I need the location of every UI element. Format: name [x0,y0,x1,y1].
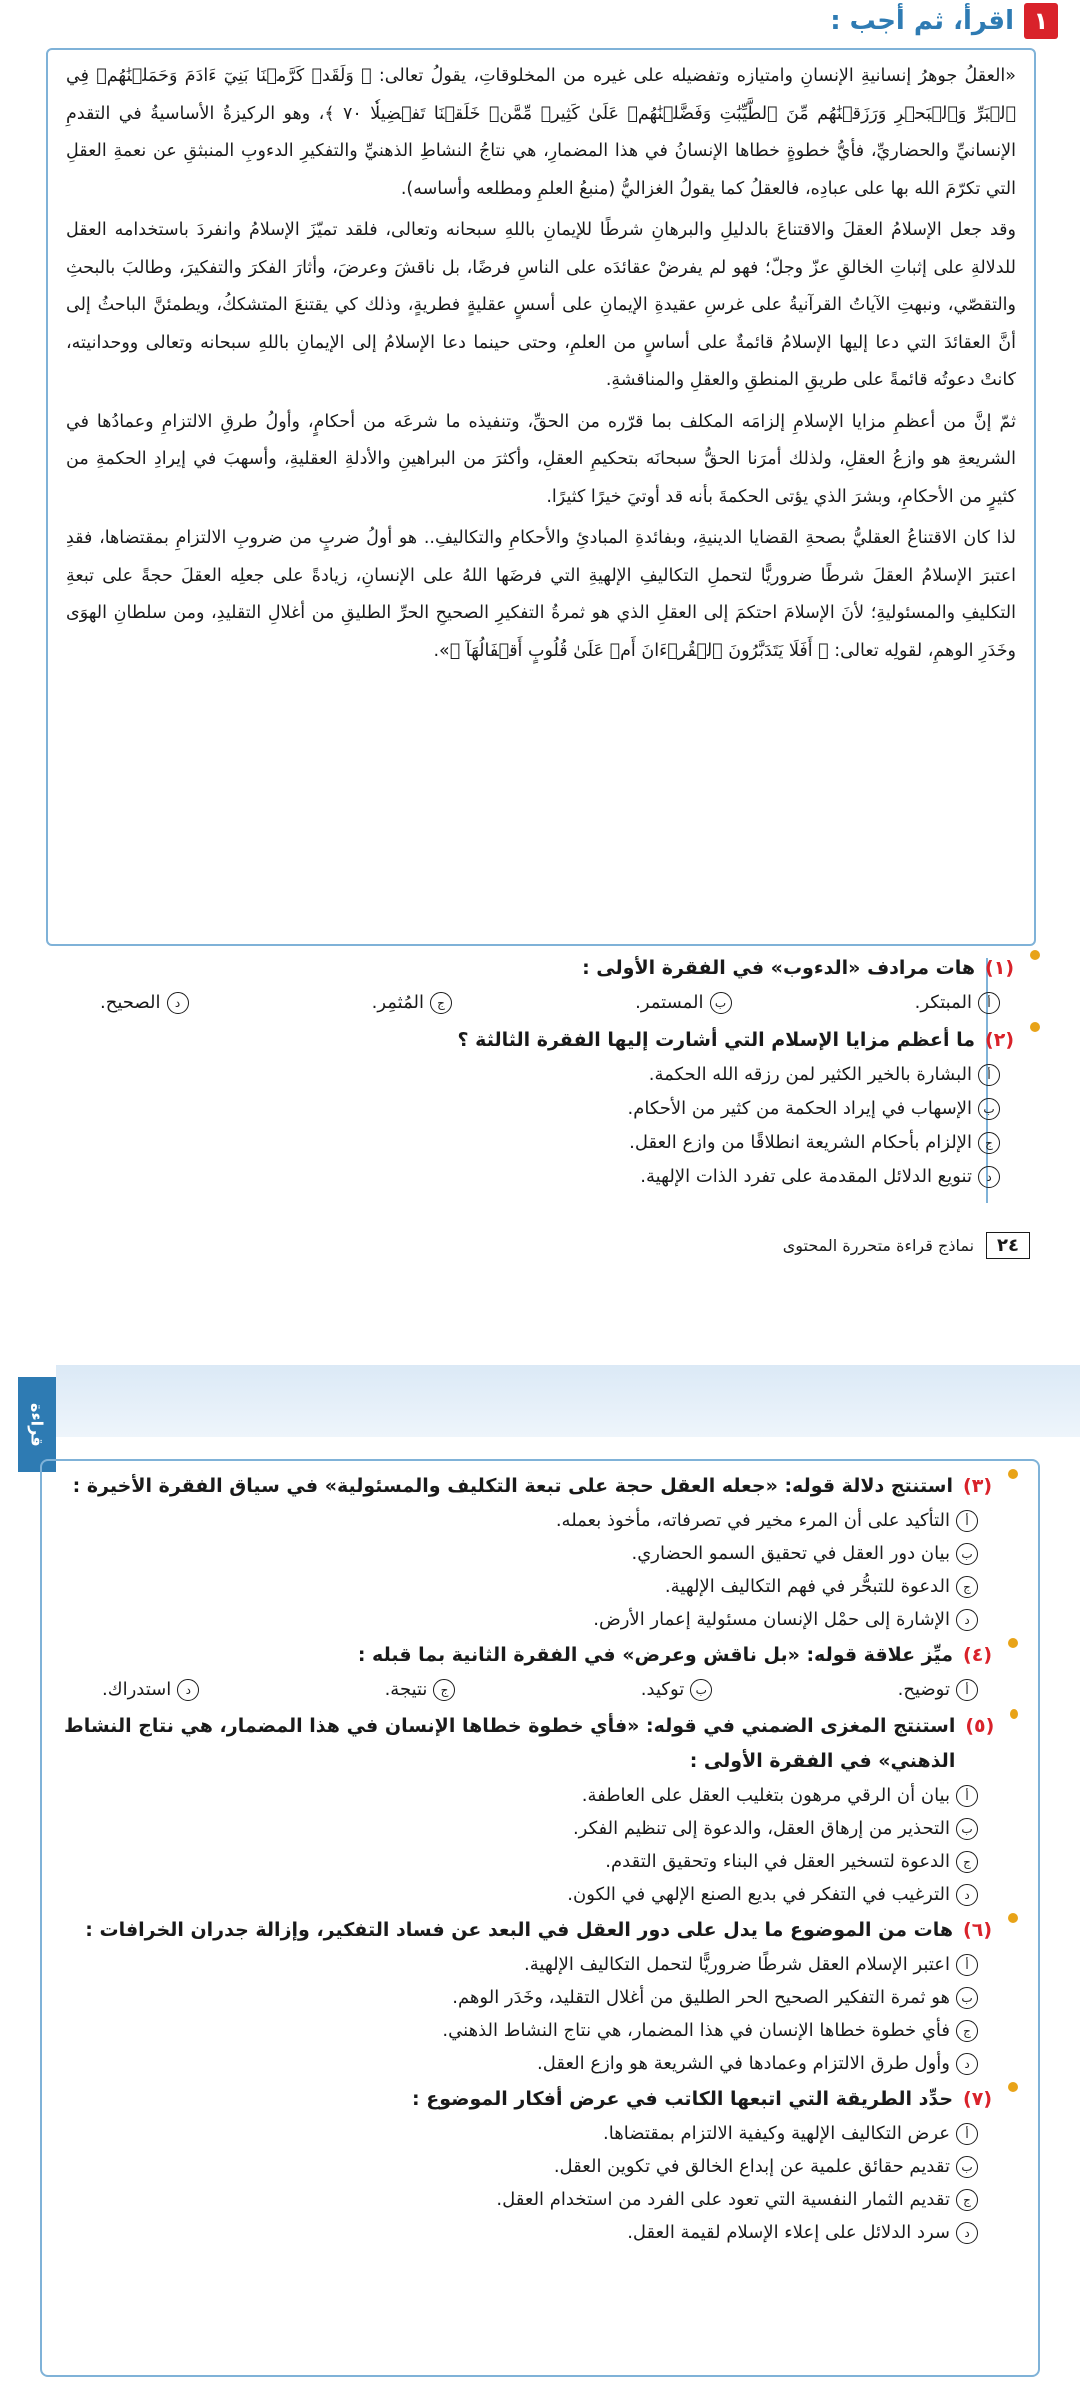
question-text: هات مرادف «الدءوب» في الفقرة الأولى : [582,957,976,979]
passage-paragraph-2: وقد جعل الإسلامُ العقلَ والاقتناعَ بالدليلِ والبرهانِ شرطًا للإيمانِ باللهِ سبحانه وتعالى، فلقد تميّزَ الإسلامُ وانفردَ باستخدامه العقل للدلالةِ على إثباتِ الخالقِ عزّ وجلّ؛ فهو لم يفرضْ عقائدَه على الناسِ فرضًا، بل ناقشَ وعرضَ، وأثارَ الفكرَ والتفكيرَ، وطالبَ بالبحثِ والتقصّي، ونبهتِ الآياتُ القرآنيةُ على غرسِ عقيدةِ الإيمانِ على أسسٍ عقليةٍ فطريةٍ، وذلك كي يقتنعَ المتشككُ، ويطمئنَّ الباحثُ إلى أنَّ العقائدَ التي دعا إليها الإسلامُ قائمةٌ على أساسٍ من العلمِ، وحتى حينما دعا الإسلامُ إلى الإيمانِ باللهِ سبحانه وتعالى ووحدانيته، كانتْ دعوتُه قائمةً على طريقِ المنطقِ والعقلِ والمناقشةِ. [66,220,1016,390]
option-b[interactable]: بالإسهاب في إيراد الحكمة من كثير من الأحكام. [60,1092,1040,1126]
option-b[interactable]: بالتحذير من إرهاق العقل، والدعوة إلى تنظيم الفكر. [62,1812,1018,1845]
option-a[interactable]: أعرض التكاليف الإلهية وكيفية الالتزام بمقتضاها. [62,2117,1018,2150]
option-c[interactable]: جالدعوة لتسخير العقل في البناء وتحقيق التقدم. [62,1845,1018,1878]
option-a[interactable]: أالمبتكر. [915,986,1000,1020]
page-two [0,1365,1080,2387]
passage-paragraph-3: ثمّ إنَّ من أعظمِ مزايا الإسلامِ إلزامَه المكلف بما قرّره من الحقِّ، وتنفيذه ما شرعَه من أحكامٍ، وأولُ طرقِ الالتزامِ وعمادُها في الشريعةِ هو وازعُ العقلِ، ولذلك أمرَنا الحقُّ سبحانَه بتحكيمِ العقلِ، وأكثرَ من البراهينِ والأدلةِ العقليةِ، وأسهبَ في إيرادِ الحكمةِ من كثيرٍ من الأحكامِ، وبشرَ الذي يؤتى الحكمةَ بأنه قد أوتيَ خيرًا كثيرًا. [66,411,1016,507]
question-text: حدِّد الطريقة التي اتبعها الكاتب في عرض أفكار الموضوع : [412,2088,954,2110]
header-band [56,1365,1080,1437]
question-text: ميِّز علاقة قوله: «بل ناقش وعرض» في الفقرة الثانية بما قبله : [357,1644,954,1666]
option-a[interactable]: أبيان أن الرقي مرهون بتغليب العقل على العاطفة. [62,1779,1018,1812]
bullet-dot-icon [1010,1709,1018,1719]
side-tab: قراءة [18,1377,56,1472]
question-text: هات من الموضوع ما يدل على دور العقل في البعد عن فساد التفكير، وإزالة جدران الخرافات : [85,1919,954,1941]
option-b[interactable]: بتقديم حقائق علمية عن إبداع الخالق في تكوين العقل. [62,2150,1018,2183]
option-a[interactable]: أالتأكيد على أن المرء مخير في تصرفاته، مأخوذ بعمله. [62,1504,1018,1537]
option-b[interactable]: بالمستمر. [635,986,731,1020]
question-text: ما أعظم مزايا الإسلام التي أشارت إليها الفقرة الثالثة ؟ [457,1029,976,1051]
question-5 [62,1709,1018,1911]
page-number: ٢٤ [986,1232,1030,1259]
option-d[interactable]: دالصحيح. [100,986,189,1020]
option-c[interactable]: جتقديم الثمار النفسية التي تعود على الفرد من استخدام العقل. [62,2183,1018,2216]
questions-box [40,1459,1040,2377]
questions-page-one [60,950,1040,1196]
option-d[interactable]: دسرد الدلائل على إعلاء الإسلام لقيمة العقل. [62,2216,1018,2249]
question-number: (٤) [963,1644,992,1666]
passage-paragraph-1: «العقلُ جوهرُ إنسانيةِ الإنسانِ وامتيازه وتفضيله على غيره من المخلوقاتِ، يقولُ تعالى: ﴿ وَلَقَدۡ كَرَّمۡنَا بَنِيٓ ءَادَمَ وَحَمَلۡنَٰهُمۡ فِي ٱلۡبَرِّ وَٱلۡبَحۡرِ وَرَزَقۡنَٰهُم مِّنَ ٱلطَّيِّبَٰتِ وَفَضَّلۡنَٰهُمۡ عَلَىٰ كَثِيرٖ مِّمَّنۡ خَلَقۡنَا تَفۡضِيلٗا ٧٠ ﴾، وهو الركيزةُ الأساسيةُ في التقدمِ الإنسانيِّ والحضاريِّ، فأيُّ خطوةٍ خطاها الإنسانُ في هذا المضمارِ، هي نتاجُ النشاطِ الذهنيِّ والتفكيرِ الدءوبِ المنبثقِ عن نعمةِ العقلِ التي تكرّمَ الله بها على عبادِه، فالعقلُ كما يقولُ الغزاليُّ (منبعُ العلمِ ومطلعه وأساسه). [66,66,1017,199]
option-d[interactable]: داستدراك. [102,1673,199,1707]
option-d[interactable]: دالإشارة إلى حمْل الإنسان مسئولية إعمار الأرض. [62,1603,1018,1636]
bullet-dot-icon [1008,1469,1018,1479]
section-title: اقرأ، ثم أجب : [830,6,1014,36]
passage-box [46,48,1036,946]
option-c[interactable]: جالمُثمِر. [372,986,452,1020]
bullet-dot-icon [1008,1638,1018,1648]
footer-caption: نماذج قراءة متحررة المحتوى [782,1236,975,1255]
bullet-dot-icon [1030,950,1040,960]
question-6 [62,1913,1018,2080]
options-row [62,1673,1018,1707]
question-number: (٥) [965,1715,995,1737]
question-text: استنتج المغزى الضمني في قوله: «فأي خطوة خطاها الإنسان في هذا المضمار، هي نتاج النشاط الذهني» في الفقرة الأولى : [63,1715,956,1772]
option-b[interactable]: بتوكيد. [641,1673,712,1707]
option-d[interactable]: دوأول طرق الالتزام وعمادها في الشريعة هو وازع العقل. [62,2047,1018,2080]
option-b[interactable]: بهو ثمرة التفكير الصحيح الحر الطليق من أغلال التقليد، وخَدَر الوهم. [62,1981,1018,2014]
option-d[interactable]: دتنويع الدلائل المقدمة على تفرد الذات الإلهية. [60,1160,1040,1194]
option-d[interactable]: دالترغيب في التفكر في بديع الصنع الإلهي في الكون. [62,1878,1018,1911]
question-3 [62,1469,1018,1636]
option-c[interactable]: جفأي خطوة خطاها الإنسان في هذا المضمار، هي نتاج النشاط الذهني. [62,2014,1018,2047]
question-4 [62,1638,1018,1707]
question-number: (٧) [963,2088,992,2110]
question-number: (١) [985,957,1014,979]
question-number: (٣) [963,1475,992,1497]
question-number: (٢) [985,1029,1014,1051]
question-text: استنتج دلالة قوله: «جعله العقل حجة على تبعة التكليف والمسئولية» في سياق الفقرة الأخيرة : [72,1475,954,1497]
option-a[interactable]: أالبشارة بالخير الكثير لمن رزقه الله الحكمة. [60,1058,1040,1092]
section-header [830,2,1058,40]
question-1 [60,950,1040,1020]
option-b[interactable]: ببيان دور العقل في تحقيق السمو الحضاري. [62,1537,1018,1570]
question-7 [62,2082,1018,2249]
page-footer [783,1232,1030,1259]
option-a[interactable]: أتوضيح. [898,1673,978,1707]
bullet-dot-icon [1008,1913,1018,1923]
passage-paragraph-4: لذا كان الاقتناعُ العقليُّ بصحةِ القضايا الدينيةِ، وبفائدةِ المبادئِ والأحكامِ والتكاليفِ.. هو أولُ ضربٍ من ضروبِ الالتزامِ بمقتضاها، فقدِ اعتبرَ الإسلامُ العقلَ شرطًا ضروريًّا لتحملِ التكاليفِ الإلهيةِ التي فرضَها اللهُ على الإنسانِ، زيادةً على جعلِه العقلَ حجةً على تبعةِ التكليفِ والمسئوليةِ؛ لأنَ الإسلامَ احتكمَ إلى العقلِ الذي هو ثمرةُ التفكيرِ الصحيحِ الحرِّ الطليقِ من أغلالِ التقليدِ، ومن سلطانِ الهوَى وخَدَرِ الوهمِ، لقولِه تعالى: ﴿ أَفَلَا يَتَدَبَّرُونَ ٱلۡقُرۡءَانَ أَمۡ عَلَىٰ قُلُوبٍ أَقۡفَالُهَآ ﴾». [66,528,1016,661]
question-2 [60,1022,1040,1194]
section-number-badge: ١ [1024,3,1058,39]
option-a[interactable]: أاعتبر الإسلام العقل شرطًا ضروريًّا لتحمل التكاليف الإلهية. [62,1948,1018,1981]
bullet-dot-icon [1030,1022,1040,1032]
options-row [60,986,1040,1020]
option-c[interactable]: جالدعوة للتبحُّر في فهم التكاليف الإلهية. [62,1570,1018,1603]
option-c[interactable]: جنتيجة. [385,1673,456,1707]
bullet-dot-icon [1008,2082,1018,2092]
question-number: (٦) [963,1919,992,1941]
option-c[interactable]: جالإلزام بأحكام الشريعة انطلاقًا من وازع العقل. [60,1126,1040,1160]
